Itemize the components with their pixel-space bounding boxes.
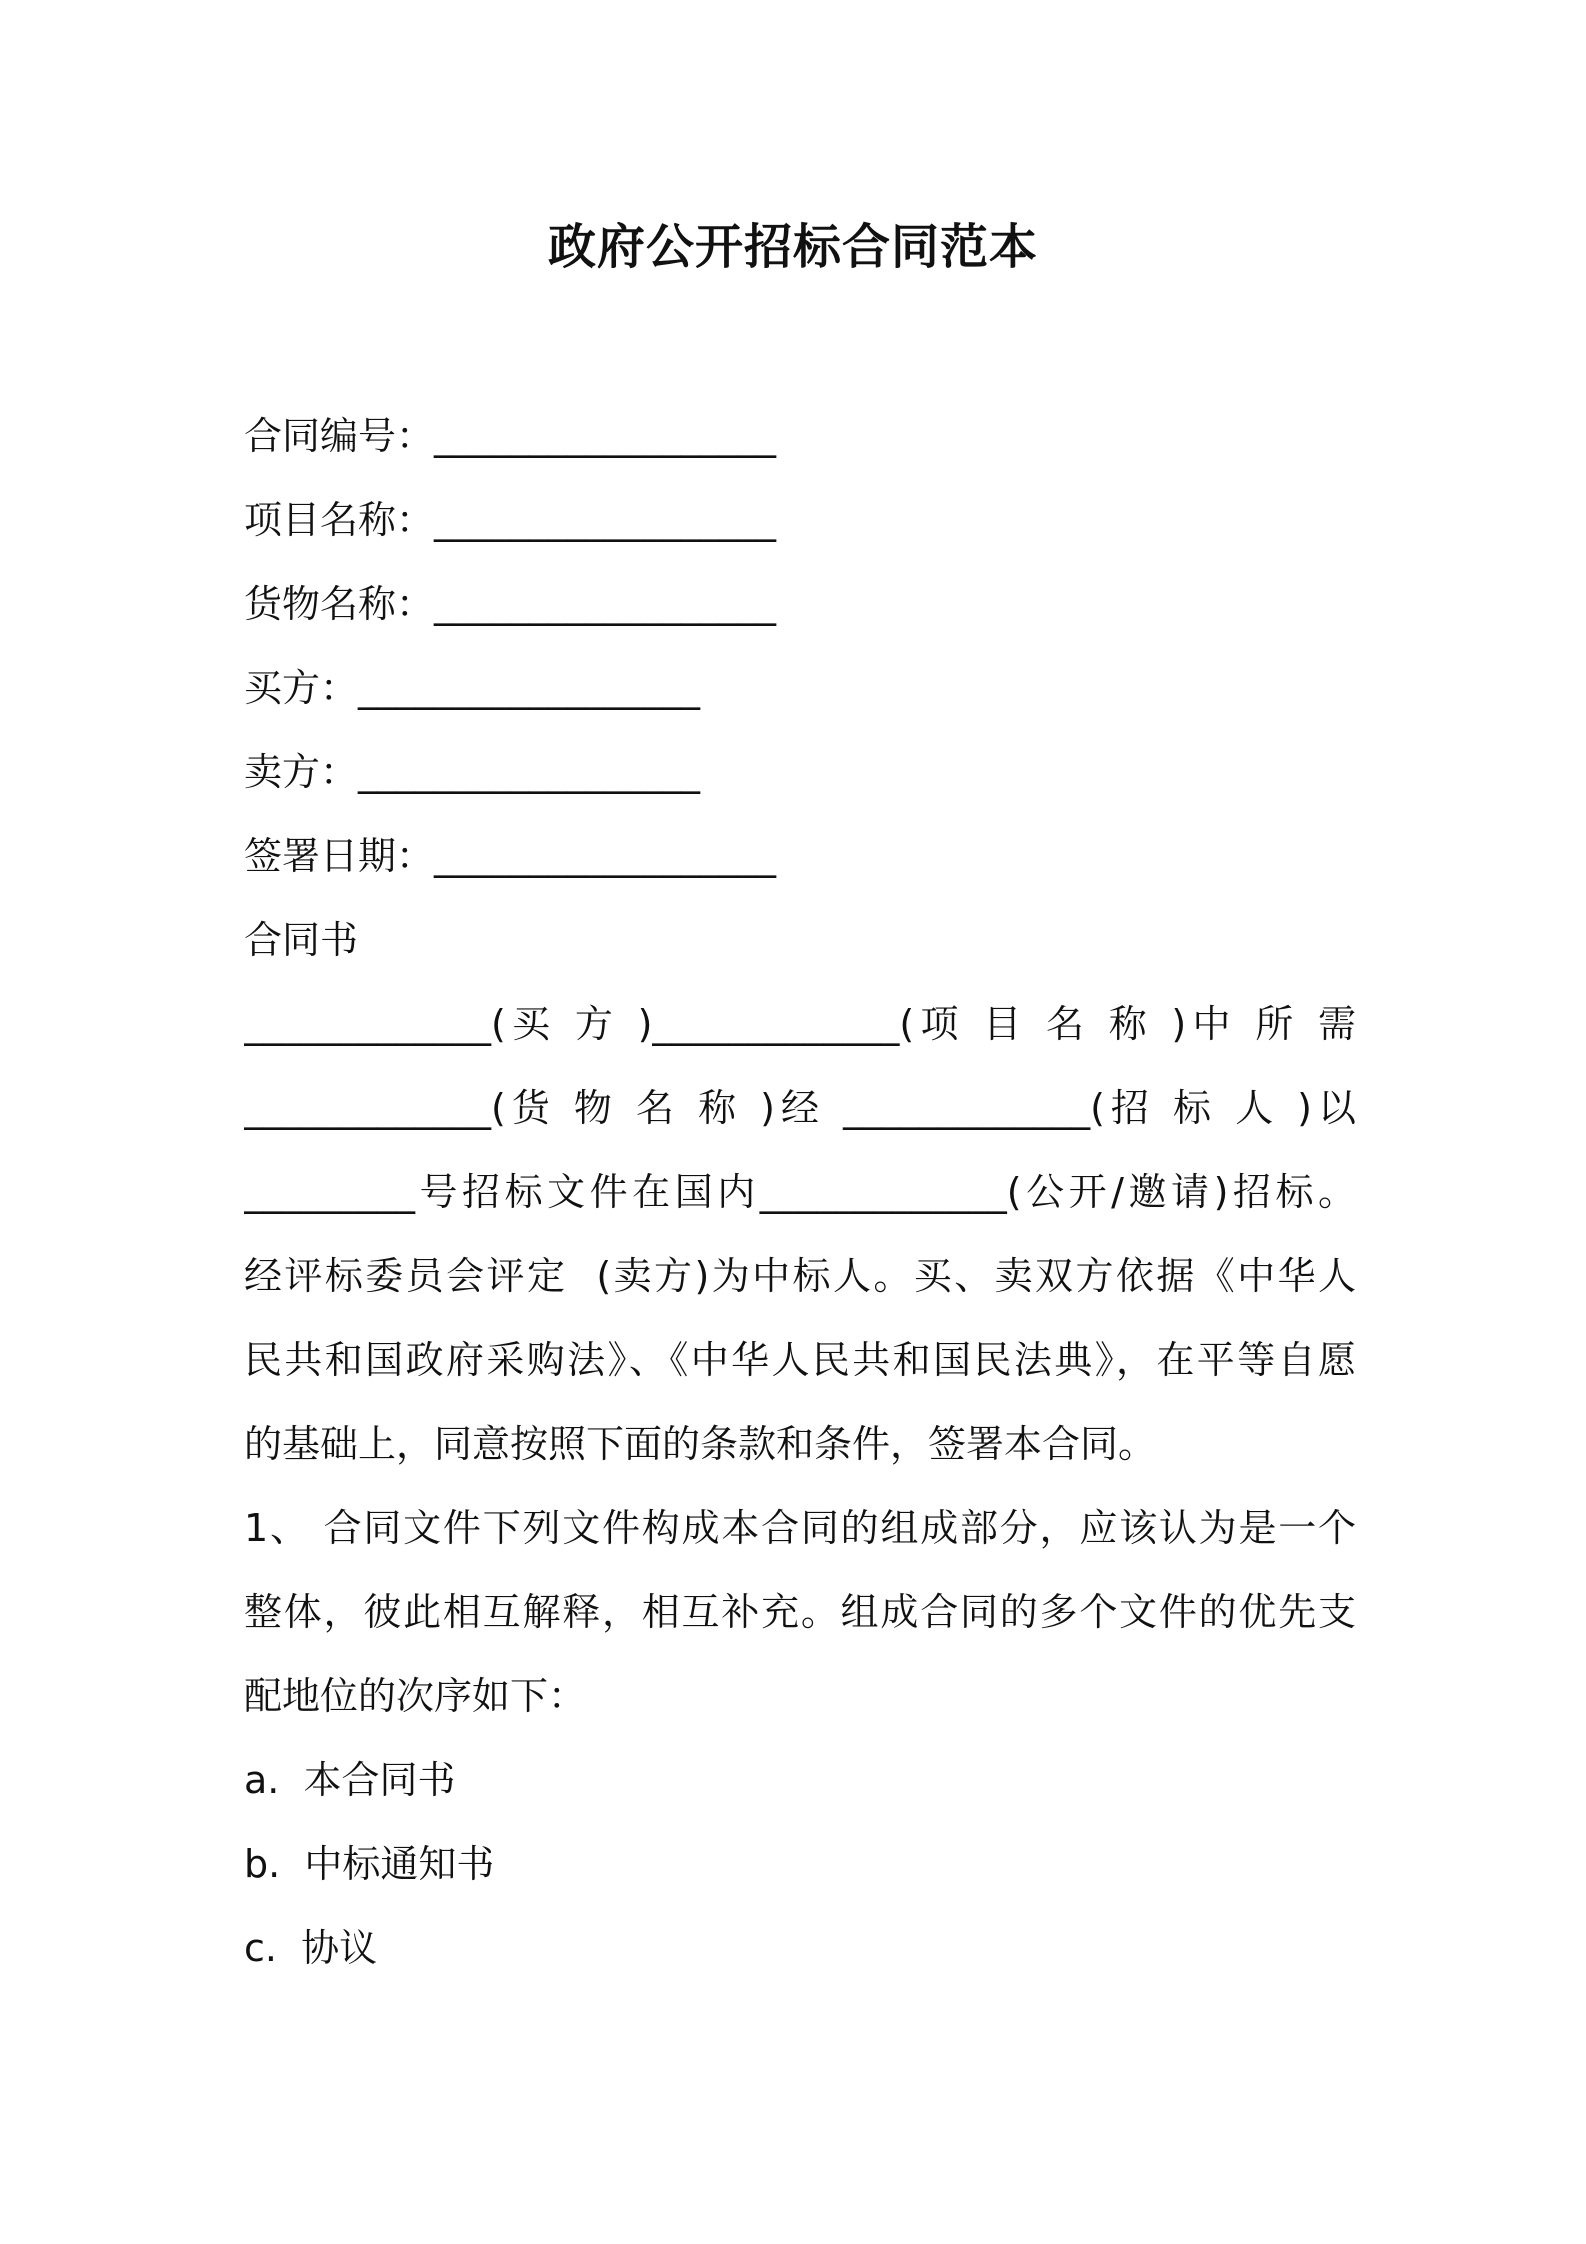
body-line: 1、 合同文件下列文件构成本合同的组成部分，应该认为是一个 <box>244 1506 1356 1550</box>
document-title: 政府公开招标合同范本 <box>547 219 1038 275</box>
body-line: 整体，彼此相互解释，相互补充。组成合同的多个文件的优先支 <box>244 1590 1356 1634</box>
field-buyer: 买方：__________________ <box>244 666 701 710</box>
body-line: 民共和国政府采购法》、《中华人民共和国民法典》，在平等自愿 <box>244 1338 1356 1382</box>
list-item: a. 本合同书 <box>244 1758 456 1802</box>
field-seller: 卖方：__________________ <box>244 750 701 794</box>
body-line: 经评标委员会评定 (卖方)为中标人。买、卖双方依据《中华人 <box>244 1254 1356 1298</box>
body-line: _____________(买 方 )_____________(项 目 名 称 )中 所 需 <box>244 1002 1356 1046</box>
field-goods-name: 货物名称：__________________ <box>244 582 777 626</box>
field-project-name: 项目名称：__________________ <box>244 498 777 542</box>
section-heading: 合同书 <box>244 918 359 962</box>
list-item: c. 协议 <box>244 1926 378 1970</box>
field-contract-number: 合同编号：__________________ <box>244 414 777 458</box>
field-sign-date: 签署日期：__________________ <box>244 834 777 878</box>
body-line: 的基础上，同意按照下面的条款和条件，签署本合同。 <box>244 1422 1157 1466</box>
body-line: 配地位的次序如下： <box>244 1674 587 1718</box>
body-line: _________号招标文件在国内_____________(公开/邀请)招标。 <box>244 1170 1356 1214</box>
list-item: b. 中标通知书 <box>244 1842 495 1886</box>
body-line: _____________(货 物 名 称 )经 _____________(招 标 人 )以 <box>244 1086 1356 1130</box>
